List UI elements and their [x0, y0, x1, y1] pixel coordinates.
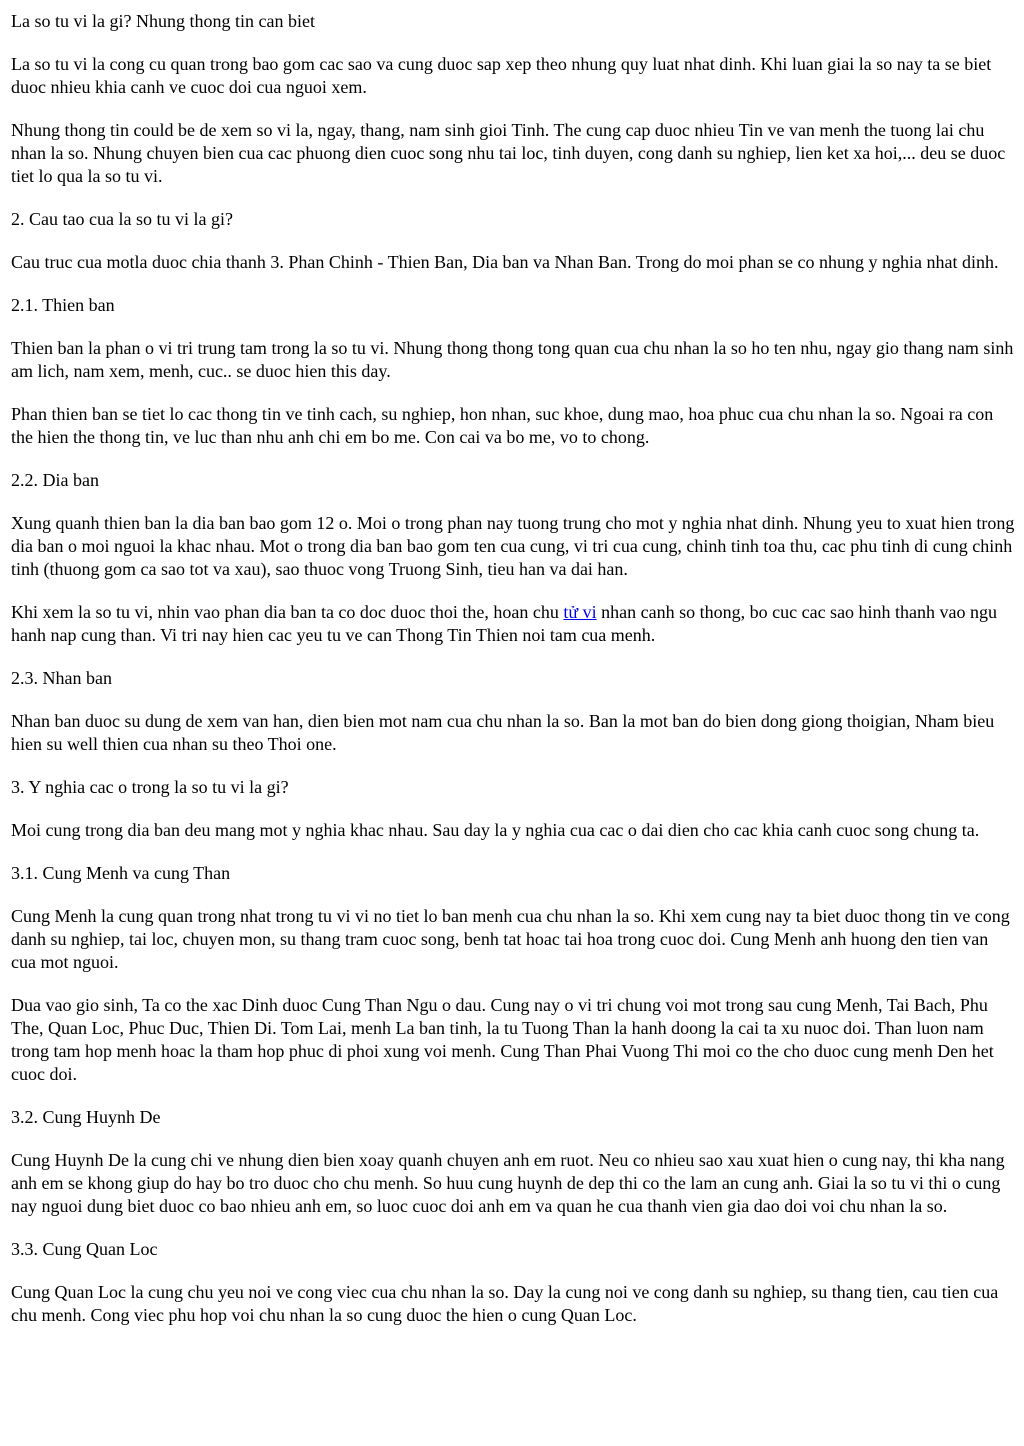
body-paragraph: Cau truc cua motla duoc chia thanh 3. Phan Chinh - Thien Ban, Dia ban va Nhan Ban. Trong do moi phan se co nhung y nghia nhat dinh. [11, 252, 999, 272]
body-paragraph: Xung quanh thien ban la dia ban bao gom 12 o. Moi o trong phan nay tuong trung cho mot y nghia nhat dinh. Nhung yeu to xuat hien trong dia ban o moi nguoi la khac nhau. Mot o trong dia ban bao gom ten cua cung, vi tri cua cung, chinh tinh toa thu, cac phu tinh di cung chinh tinh (thuong gom ca sao tot va xau), sao thuoc vong Truong Sinh, tieu han va dai han. [11, 513, 1015, 579]
body-paragraph: Cung Quan Loc la cung chu yeu noi ve cong viec cua chu nhan la so. Day la cung noi ve cong danh su nghiep, su thang tien, cau tien cua chu menh. Cong viec phu hop voi chu nhan la so cung duoc the hien o cung Quan Loc. [11, 1282, 999, 1325]
body-paragraph: Dua vao gio sinh, Ta co the xac Dinh duoc Cung Than Ngu o dau. Cung nay o vi tri chung voi mot trong sau cung Menh, Tai Bach, Phu The, Quan Loc, Phuc Duc, Thien Di. Tom Lai, menh La ban tinh, la tu Tuong Than la hanh doong la cai ta xu nuoc doi. Than luon nam trong tam hop menh hoac la tham hop phuc di phoi xung voi menh. Cung Than Phai Vuong Thi moi co the cho duoc cung menh Den het cuoc doi. [11, 995, 994, 1084]
body-paragraph: Thien ban la phan o vi tri trung tam trong la so tu vi. Nhung thong thong tong quan cua chu nhan la so ho ten nhu, ngay gio thang nam sinh am lich, nam xem, menh, cuc.. se duoc hien this day. [11, 338, 1014, 381]
link-paragraph-after: nhan canh so thong, bo cuc cac sao hinh thanh vao ngu hanh nap cung than. Vi tri nay hien cac yeu tu ve can Thong Tin Thien noi tam cua menh. [11, 602, 998, 645]
body-paragraph-with-link [11, 601, 1016, 647]
section-heading: 2. Cau tao cua la so tu vi la gi? [11, 209, 233, 229]
section-heading: 2.3. Nhan ban [11, 668, 112, 688]
section-heading: 3.2. Cung Huynh De [11, 1107, 161, 1127]
intro-paragraph: La so tu vi la cong cu quan trong bao gom cac sao va cung duoc sap xep theo nhung quy luat nhat dinh. Khi luan giai la so nay ta se biet duoc nhieu khia canh ve cuoc doi cua nguoi xem. [11, 54, 992, 97]
body-paragraph: Nhung thong tin could be de xem so vi la, ngay, thang, nam sinh gioi Tinh. The cung cap duoc nhieu Tin ve van menh the tuong lai chu nhan la so. Nhung chuyen bien cua cac phuong dien cuoc song nhu tai loc, tinh duyen, cong danh su nghiep, lien ket xa hoi,... deu se duoc tiet lo qua la so tu vi. [11, 120, 1006, 186]
link-paragraph-before: Khi xem la so tu vi, nhin vao phan dia ban ta co doc duoc thoi the, hoan chu [11, 602, 564, 622]
section-heading: 3. Y nghia cac o trong la so tu vi la gi? [11, 777, 289, 797]
body-paragraph: Phan thien ban se tiet lo cac thong tin ve tinh cach, su nghiep, hon nhan, suc khoe, dung mao, hoa phuc cua chu nhan la so. Ngoai ra con the hien the thong tin, ve luc than nhu anh chi em bo me. Con cai va bo me, vo to chong. [11, 404, 994, 447]
section-heading: 2.1. Thien ban [11, 295, 115, 315]
body-paragraph: Moi cung trong dia ban deu mang mot y nghia khac nhau. Sau day la y nghia cua cac o dai dien cho cac khia canh cuoc song chung ta. [11, 820, 980, 840]
section-heading: 3.3. Cung Quan Loc [11, 1239, 158, 1259]
section-heading: 3.1. Cung Menh va cung Than [11, 863, 231, 883]
section-heading: 2.2. Dia ban [11, 470, 99, 490]
body-paragraph: Cung Menh la cung quan trong nhat trong tu vi vi no tiet lo ban menh cua chu nhan la so. Khi xem cung nay ta biet duoc thong tin ve cong danh su nghiep, tai loc, chuyen mon, su thang tram cuoc song, benh tat hoac tai hoa trong cuoc doi. Cung Menh anh huong den tien van cua mot nguoi. [11, 906, 1010, 972]
tu-vi-link[interactable]: tử vi [563, 602, 597, 622]
document-title: La so tu vi la gi? Nhung thong tin can biet [11, 11, 315, 31]
body-paragraph: Cung Huynh De la cung chi ve nhung dien bien xoay quanh chuyen anh em ruot. Neu co nhieu sao xau xuat hien o cung nay, thi kha nang anh em se khong giup do hay bo tro duoc cho chu menh. So huu cung huynh de dep thi co the lam an cung anh. Giai la so tu vi thi o cung nay nguoi dung biet duoc co bao nhieu anh em, so luoc cuoc doi anh em va quan he cua thanh vien gia dao doi voi chu nhan la so. [11, 1150, 1005, 1216]
body-paragraph: Nhan ban duoc su dung de xem van han, dien bien mot nam cua chu nhan la so. Ban la mot ban do bien dong giong thoigian, Nham bieu hien su well thien cua nhan su theo Thoi one. [11, 711, 995, 754]
